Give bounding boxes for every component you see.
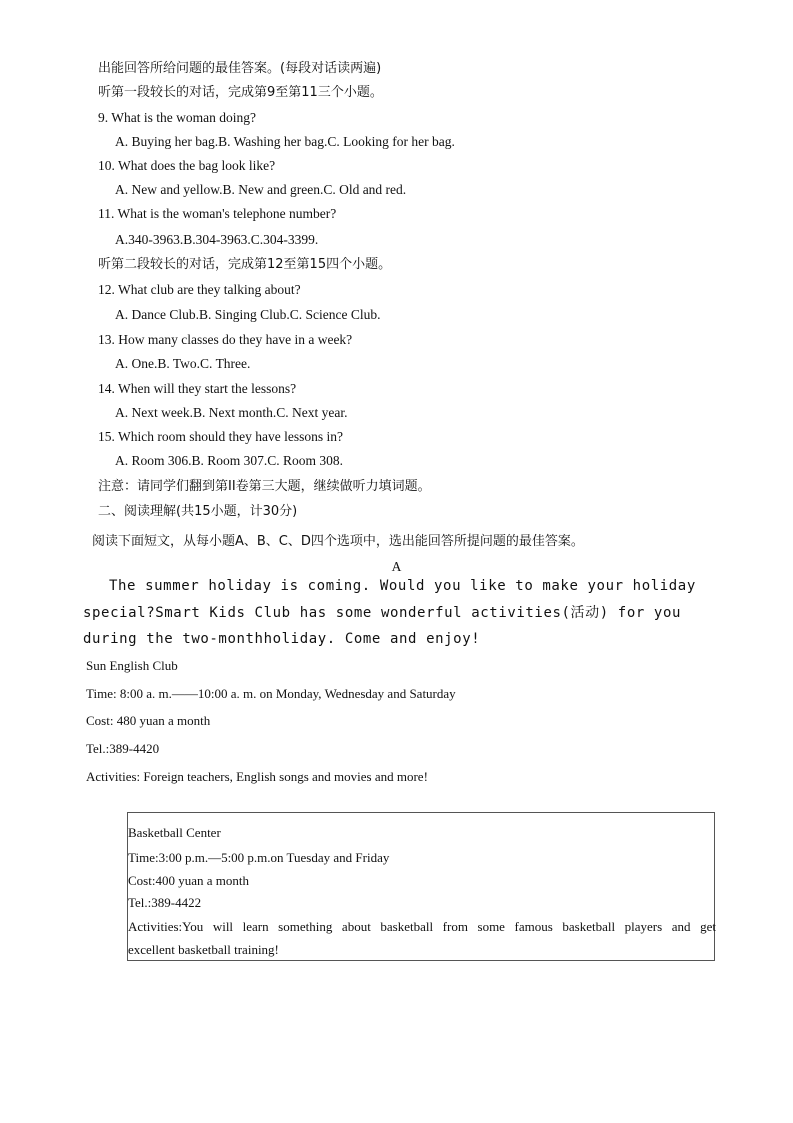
question-14-options: A. Next week.B. Next month.C. Next year. bbox=[115, 405, 348, 420]
dialog2-intro: 听第二段较长的对话，完成第12至第15四个小题。 bbox=[98, 257, 392, 272]
club2-name: Basketball Center bbox=[128, 825, 221, 840]
passage-para-line-3: during the two-monthholiday. Come and enjoy! bbox=[83, 631, 481, 647]
reading-instructions: 阅读下面短文，从每小题A、B、C、D四个选项中，选出能回答所提问题的最佳答案。 bbox=[92, 534, 584, 549]
question-10-options: A. New and yellow.B. New and green.C. Old and red. bbox=[115, 182, 407, 197]
question-14: 14. When will they start the lessons? bbox=[98, 381, 297, 396]
question-15: 15. Which room should they have lessons in? bbox=[98, 429, 343, 444]
question-11: 11. What is the woman's telephone number? bbox=[98, 206, 337, 221]
club1-tel: Tel.:389-4420 bbox=[86, 741, 160, 756]
club1-cost: Cost: 480 yuan a month bbox=[86, 713, 211, 728]
question-10: 10. What does the bag look like? bbox=[98, 158, 276, 173]
question-13: 13. How many classes do they have in a week? bbox=[98, 332, 353, 347]
basketball-center-box bbox=[127, 812, 715, 961]
dialog1-intro: 听第一段较长的对话，完成第9至第11三个小题。 bbox=[98, 85, 383, 100]
listening-note: 注意：请同学们翻到第II卷第三大题，继续做听力填词题。 bbox=[98, 479, 431, 494]
club2-activities-line-2: excellent basketball training! bbox=[128, 942, 279, 957]
question-13-options: A. One.B. Two.C. Three. bbox=[115, 356, 251, 371]
reading-section-title: 二、阅读理解(共15小题，计30分) bbox=[98, 504, 298, 519]
passage-label: A bbox=[391, 559, 402, 574]
club1-activities: Activities: Foreign teachers, English songs and movies and more! bbox=[86, 769, 428, 784]
club2-tel: Tel.:389-4422 bbox=[128, 895, 202, 910]
club1-time: Time: 8:00 a. m.——10:00 a. m. on Monday, Wednesday and Saturday bbox=[86, 686, 456, 701]
club2-time: Time:3:00 p.m.—5:00 p.m.on Tuesday and Friday bbox=[128, 850, 390, 865]
listening-intro-tail: 出能回答所给问题的最佳答案。(每段对话读两遍) bbox=[98, 61, 382, 76]
question-12: 12. What club are they talking about? bbox=[98, 282, 301, 297]
question-15-options: A. Room 306.B. Room 307.C. Room 308. bbox=[115, 453, 344, 468]
club2-activities-line-1: Activities:You will learn something about basketball from some famous basketball players and get bbox=[128, 919, 716, 934]
question-12-options: A. Dance Club.B. Singing Club.C. Science Club. bbox=[115, 307, 381, 322]
passage-para-line-1: The summer holiday is coming. Would you like to make your holiday bbox=[109, 578, 696, 594]
question-9-options: A. Buying her bag.B. Washing her bag.C. Looking for her bag. bbox=[115, 134, 455, 149]
question-11-options: A.340-3963.B.304-3963.C.304-3399. bbox=[115, 232, 319, 247]
club2-cost: Cost:400 yuan a month bbox=[128, 873, 249, 888]
club1-name: Sun English Club bbox=[86, 658, 178, 673]
passage-para-line-2: special?Smart Kids Club has some wonderful activities(活动) for you bbox=[83, 605, 682, 621]
question-9: 9. What is the woman doing? bbox=[98, 110, 256, 125]
